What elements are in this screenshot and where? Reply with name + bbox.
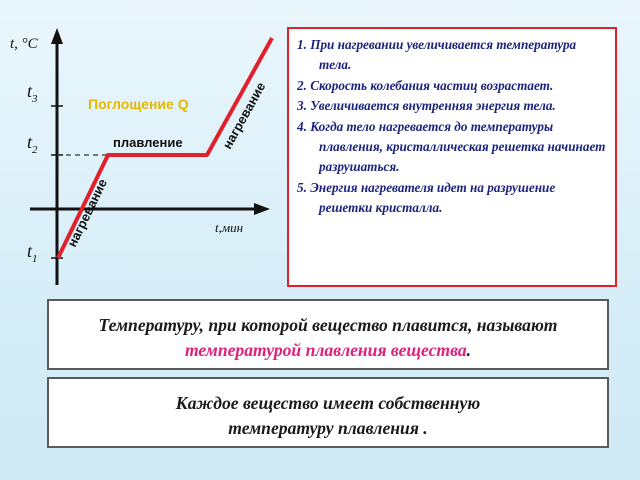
properties-list-box: [287, 27, 617, 287]
t2-label: $t_2$: [27, 132, 38, 156]
definition-box: [47, 299, 609, 370]
properties-list: [297, 35, 607, 219]
y-axis-arrow: [51, 28, 63, 44]
melting-label: плавление: [113, 135, 183, 150]
note-line-1: Каждое вещество имеет собственную: [175, 393, 481, 413]
heating-label-upper: нагревание: [219, 79, 269, 152]
definition-term: температурой плавления вещества: [184, 340, 467, 360]
definition-text: Температуру, при которой вещество плавится, называют: [98, 315, 558, 335]
property-item-5: 5. Энергия нагревателя идет на разрушение решетки кристалла.: [297, 179, 556, 216]
x-axis-arrow: [254, 203, 270, 215]
t3-label: $t_3$: [27, 81, 38, 105]
y-axis-label: t, °C: [10, 36, 38, 52]
heating-label-lower: нагревание: [64, 176, 111, 250]
definition-period: .: [466, 340, 472, 360]
absorption-label: Поглощение Q: [88, 96, 189, 112]
property-item-2: 2. Скорость колебания частиц возрастает.: [297, 77, 554, 93]
note-line-2: температуру плавления .: [228, 418, 428, 438]
note-box: [47, 377, 609, 448]
heating-graph: [0, 0, 285, 295]
property-item-3: 3. Увеличивается внутренняя энергия тела.: [297, 98, 556, 114]
property-item-4: 4. Когда тело нагревается до температуры плавления, кристаллическая решетка начинает разрушаться.: [297, 118, 606, 175]
t1-label: $t_1$: [27, 241, 38, 265]
property-item-1: 1. При нагревании увеличивается температура тела.: [297, 37, 577, 73]
x-axis-label: t,мин: [215, 220, 244, 235]
